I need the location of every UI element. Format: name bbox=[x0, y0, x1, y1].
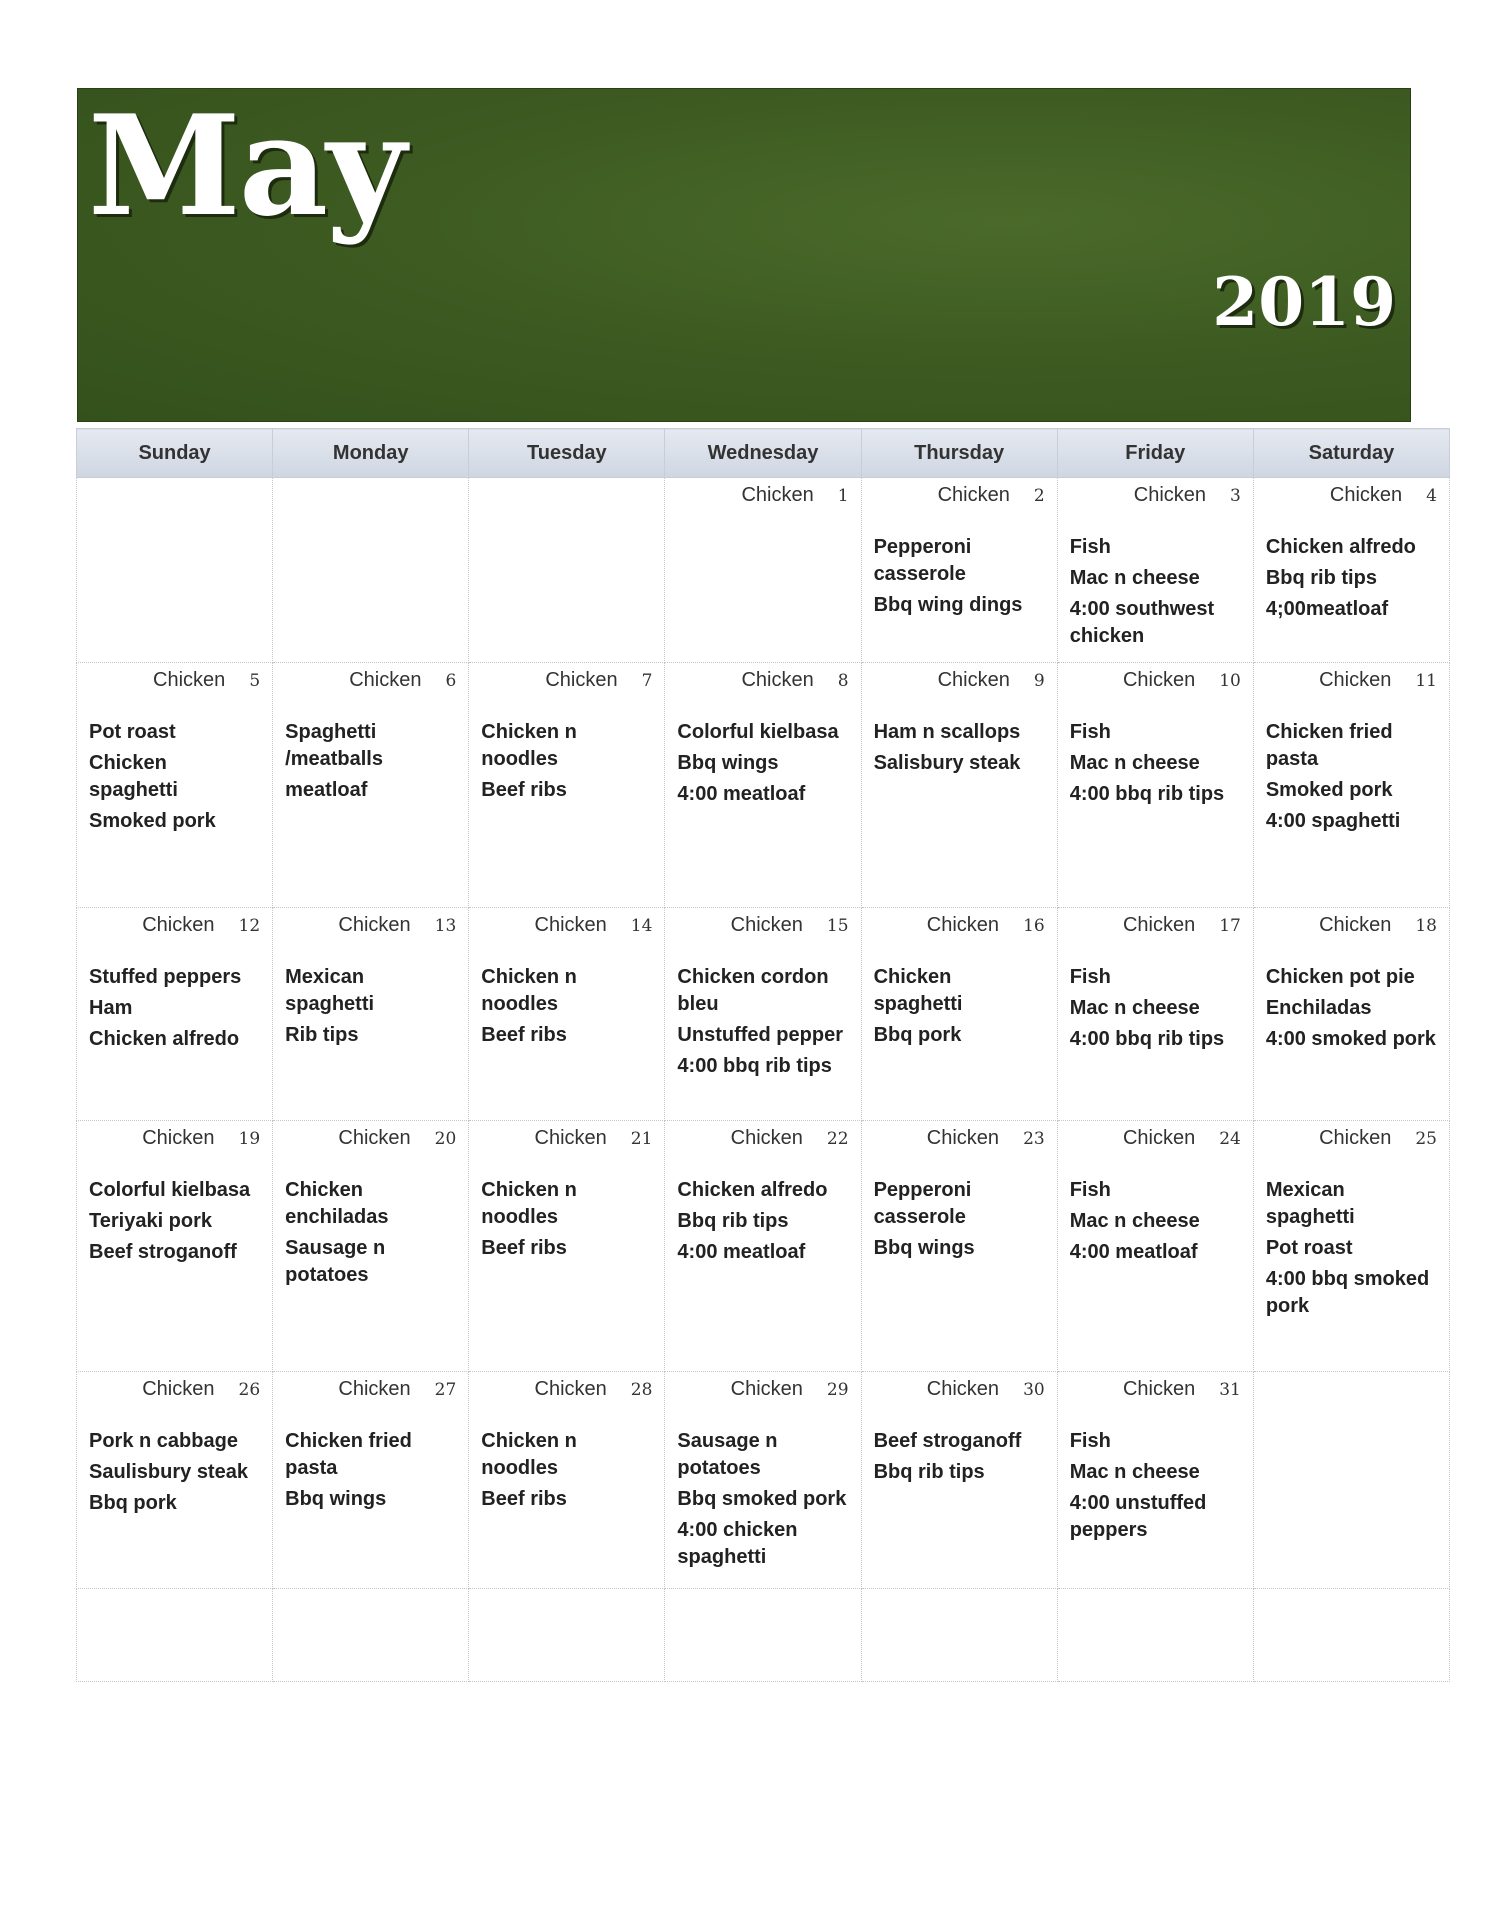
menu-list bbox=[874, 964, 1045, 1049]
menu-list bbox=[285, 964, 456, 1049]
empty-day-cell bbox=[77, 478, 273, 663]
week-row bbox=[77, 908, 1450, 1121]
day-cell bbox=[1057, 663, 1253, 908]
menu-item: Bbq wings bbox=[285, 1488, 387, 1510]
day-cell-content bbox=[469, 1121, 664, 1371]
day-header bbox=[1070, 669, 1241, 693]
day-number: 31 bbox=[1219, 1380, 1241, 1400]
menu-item: Bbq rib tips bbox=[677, 1210, 789, 1232]
weekday-tuesday: Tuesday bbox=[469, 429, 665, 478]
day-cell bbox=[273, 663, 469, 908]
day-cell bbox=[665, 908, 861, 1121]
menu-item: Beef ribs bbox=[481, 1488, 567, 1510]
day-cell bbox=[77, 663, 273, 908]
day-header bbox=[677, 669, 848, 693]
day-label: Chicken bbox=[142, 1127, 215, 1149]
day-header bbox=[677, 1378, 848, 1402]
menu-list bbox=[874, 1428, 1045, 1486]
day-number: 21 bbox=[630, 1129, 653, 1149]
weekday-friday: Friday bbox=[1057, 429, 1253, 478]
week-row bbox=[77, 663, 1450, 908]
menu-item: Smoked pork bbox=[89, 810, 216, 832]
menu-item: Bbq wing dings bbox=[873, 594, 1023, 616]
menu-item: 4:00 bbq smoked pork bbox=[1265, 1268, 1430, 1317]
menu-item: 4:00 meatloaf bbox=[677, 783, 806, 805]
menu-item: Beef ribs bbox=[481, 779, 567, 801]
day-cell-content bbox=[1254, 663, 1449, 907]
day-header bbox=[1266, 669, 1437, 693]
menu-list bbox=[1070, 1428, 1241, 1544]
day-cell-content bbox=[77, 1372, 272, 1588]
empty-day-cell bbox=[469, 1589, 665, 1682]
menu-item: Salisbury steak bbox=[873, 752, 1021, 774]
day-label: Chicken bbox=[937, 484, 1010, 506]
day-number: 1 bbox=[837, 486, 849, 506]
menu-item: Chicken enchiladas bbox=[285, 1179, 389, 1228]
day-cell-content bbox=[862, 908, 1057, 1120]
menu-item: meatloaf bbox=[285, 779, 368, 801]
menu-item: Pepperoni casserole bbox=[873, 536, 972, 585]
day-cell bbox=[77, 908, 273, 1121]
menu-item: 4:00 bbq rib tips bbox=[1069, 783, 1225, 805]
day-cell bbox=[469, 908, 665, 1121]
menu-list bbox=[874, 719, 1045, 777]
day-label: Chicken bbox=[349, 669, 422, 691]
day-header bbox=[1070, 1378, 1241, 1402]
day-cell-content bbox=[273, 908, 468, 1120]
menu-item: Saulisbury steak bbox=[89, 1461, 248, 1483]
day-cell-content bbox=[1254, 478, 1449, 662]
menu-list bbox=[874, 534, 1045, 619]
day-number: 22 bbox=[826, 1129, 849, 1149]
menu-item: Beef stroganoff bbox=[873, 1430, 1022, 1452]
day-cell-content bbox=[469, 1372, 664, 1588]
day-header bbox=[285, 1378, 456, 1402]
menu-list bbox=[1070, 719, 1241, 808]
day-header bbox=[677, 914, 848, 938]
menu-list bbox=[89, 1428, 260, 1517]
day-header bbox=[285, 669, 456, 693]
day-cell-content bbox=[665, 908, 860, 1120]
day-cell-content bbox=[469, 663, 664, 907]
menu-item: Rib tips bbox=[285, 1024, 359, 1046]
day-label: Chicken bbox=[1133, 484, 1207, 506]
menu-list bbox=[677, 719, 848, 808]
day-number: 4 bbox=[1426, 486, 1437, 506]
menu-item: Mac n cheese bbox=[1069, 752, 1200, 774]
weekday-saturday: Saturday bbox=[1253, 429, 1449, 478]
menu-item: Smoked pork bbox=[1265, 779, 1393, 801]
day-header bbox=[1070, 914, 1241, 938]
day-number: 9 bbox=[1033, 671, 1045, 691]
day-label: Chicken bbox=[1319, 914, 1392, 936]
menu-item: Chicken n noodles bbox=[481, 1430, 577, 1479]
menu-item: Chicken pot pie bbox=[1265, 966, 1415, 988]
empty-day-cell bbox=[1253, 1589, 1449, 1682]
day-cell-content bbox=[1254, 908, 1449, 1120]
day-cell bbox=[861, 908, 1057, 1121]
day-cell bbox=[1057, 908, 1253, 1121]
day-cell bbox=[469, 1372, 665, 1589]
menu-item: Pork n cabbage bbox=[89, 1430, 238, 1452]
day-cell-content bbox=[862, 1372, 1057, 1588]
day-cell bbox=[1057, 478, 1253, 663]
day-cell-content bbox=[665, 1372, 860, 1588]
day-cell-content bbox=[469, 908, 664, 1120]
menu-item: Beef stroganoff bbox=[89, 1241, 237, 1263]
menu-item: Teriyaki pork bbox=[89, 1210, 213, 1232]
day-number: 16 bbox=[1023, 916, 1045, 936]
menu-item: Mac n cheese bbox=[1069, 1461, 1200, 1483]
menu-item: Bbq pork bbox=[89, 1492, 177, 1514]
menu-list bbox=[677, 964, 848, 1080]
day-header bbox=[481, 914, 652, 938]
menu-item: Bbq smoked pork bbox=[677, 1488, 847, 1510]
day-label: Chicken bbox=[730, 914, 803, 936]
day-header bbox=[481, 1378, 652, 1402]
day-cell-content bbox=[273, 1121, 468, 1371]
day-header bbox=[874, 1127, 1045, 1151]
menu-item: Bbq rib tips bbox=[873, 1461, 985, 1483]
day-cell bbox=[665, 478, 861, 663]
day-header bbox=[874, 1378, 1045, 1402]
day-header bbox=[285, 1127, 456, 1151]
menu-item: Beef ribs bbox=[481, 1237, 567, 1259]
day-number: 10 bbox=[1219, 671, 1241, 691]
day-header bbox=[1266, 914, 1437, 938]
menu-list bbox=[481, 964, 652, 1049]
day-number: 14 bbox=[630, 916, 653, 936]
menu-item: Fish bbox=[1069, 721, 1111, 743]
menu-item: Mexican spaghetti bbox=[285, 966, 375, 1015]
day-label: Chicken bbox=[534, 1378, 607, 1400]
menu-list bbox=[1266, 719, 1437, 835]
day-cell bbox=[861, 478, 1057, 663]
day-number: 15 bbox=[826, 916, 849, 936]
menu-list bbox=[1266, 534, 1437, 623]
menu-item: Colorful kielbasa bbox=[677, 721, 839, 743]
menu-item: Pot roast bbox=[89, 721, 176, 743]
day-cell bbox=[861, 1121, 1057, 1372]
menu-item: Pot roast bbox=[1265, 1237, 1353, 1259]
menu-item: Chicken n noodles bbox=[481, 1179, 577, 1228]
day-cell-content bbox=[77, 1121, 272, 1371]
day-number: 6 bbox=[445, 671, 457, 691]
year-title: 2019 bbox=[1212, 263, 1396, 341]
day-cell bbox=[469, 1121, 665, 1372]
menu-item: Chicken alfredo bbox=[89, 1028, 240, 1050]
day-cell bbox=[1253, 908, 1449, 1121]
menu-item: Chicken n noodles bbox=[481, 966, 577, 1015]
day-header bbox=[89, 914, 260, 938]
day-cell-content bbox=[1058, 478, 1253, 662]
menu-item: Chicken spaghetti bbox=[873, 966, 963, 1015]
day-cell-content bbox=[1058, 1121, 1253, 1371]
day-label: Chicken bbox=[1122, 1127, 1196, 1149]
menu-item: Ham n scallops bbox=[873, 721, 1021, 743]
menu-list bbox=[89, 964, 260, 1053]
day-label: Chicken bbox=[926, 914, 1000, 936]
day-cell bbox=[469, 663, 665, 908]
day-cell-content bbox=[862, 1121, 1057, 1371]
week-row bbox=[77, 1372, 1450, 1589]
weekday-sunday: Sunday bbox=[77, 429, 273, 478]
day-label: Chicken bbox=[1122, 914, 1196, 936]
day-label: Chicken bbox=[534, 1127, 607, 1149]
day-header bbox=[1266, 484, 1437, 508]
week-row bbox=[77, 1121, 1450, 1372]
day-header bbox=[285, 914, 456, 938]
week-row bbox=[77, 478, 1450, 663]
menu-item: 4:00 meatloaf bbox=[1069, 1241, 1198, 1263]
menu-item: Enchiladas bbox=[1265, 997, 1372, 1019]
day-cell bbox=[665, 1372, 861, 1589]
menu-item: Chicken n noodles bbox=[481, 721, 577, 770]
day-number: 2 bbox=[1033, 486, 1045, 506]
day-cell-content bbox=[862, 478, 1057, 662]
day-number: 26 bbox=[238, 1380, 261, 1400]
day-cell-content bbox=[1058, 663, 1253, 907]
day-label: Chicken bbox=[142, 1378, 215, 1400]
menu-item: Bbq wings bbox=[677, 752, 779, 774]
empty-day-cell bbox=[273, 1589, 469, 1682]
menu-item: Fish bbox=[1069, 536, 1111, 558]
day-cell-content bbox=[665, 663, 860, 907]
day-cell bbox=[273, 908, 469, 1121]
day-number: 11 bbox=[1415, 671, 1437, 691]
menu-item: Colorful kielbasa bbox=[89, 1179, 251, 1201]
day-label: Chicken bbox=[1122, 669, 1196, 691]
month-banner bbox=[77, 84, 1411, 422]
day-label: Chicken bbox=[142, 914, 215, 936]
menu-list bbox=[1070, 964, 1241, 1053]
menu-item: 4:00 bbq rib tips bbox=[1069, 1028, 1225, 1050]
day-cell-content bbox=[273, 663, 468, 907]
day-label: Chicken bbox=[338, 914, 411, 936]
menu-item: Beef ribs bbox=[481, 1024, 567, 1046]
day-cell bbox=[1253, 1121, 1449, 1372]
menu-item: 4:00 bbq rib tips bbox=[677, 1055, 832, 1077]
empty-day-cell bbox=[1057, 1589, 1253, 1682]
menu-item: Chicken fried pasta bbox=[1265, 721, 1393, 770]
day-number: 24 bbox=[1219, 1129, 1241, 1149]
day-cell-content bbox=[665, 478, 860, 662]
empty-day-cell bbox=[273, 478, 469, 663]
day-cell-content bbox=[1058, 1372, 1253, 1588]
menu-item: Pepperoni casserole bbox=[873, 1179, 972, 1228]
menu-list bbox=[285, 1428, 456, 1513]
day-number: 12 bbox=[238, 916, 261, 936]
day-header bbox=[89, 1127, 260, 1151]
empty-day-cell bbox=[1253, 1372, 1449, 1589]
day-label: Chicken bbox=[741, 669, 814, 691]
day-cell bbox=[665, 663, 861, 908]
day-cell-content bbox=[1254, 1121, 1449, 1371]
day-number: 23 bbox=[1023, 1129, 1045, 1149]
week-row bbox=[77, 1589, 1450, 1682]
day-number: 28 bbox=[630, 1380, 653, 1400]
menu-list bbox=[481, 1428, 652, 1513]
day-label: Chicken bbox=[730, 1378, 803, 1400]
day-header bbox=[874, 914, 1045, 938]
menu-list bbox=[89, 719, 260, 835]
day-number: 13 bbox=[434, 916, 457, 936]
day-label: Chicken bbox=[730, 1127, 803, 1149]
day-label: Chicken bbox=[338, 1378, 411, 1400]
day-header bbox=[1070, 484, 1241, 508]
day-number: 30 bbox=[1023, 1380, 1045, 1400]
day-cell bbox=[1253, 663, 1449, 908]
day-cell-content bbox=[665, 1121, 860, 1371]
day-header bbox=[481, 669, 652, 693]
day-cell-content bbox=[1058, 908, 1253, 1120]
day-cell bbox=[1057, 1121, 1253, 1372]
menu-item: Chicken fried pasta bbox=[285, 1430, 412, 1479]
weekday-thursday: Thursday bbox=[861, 429, 1057, 478]
day-header bbox=[89, 1378, 260, 1402]
day-number: 27 bbox=[434, 1380, 457, 1400]
day-cell bbox=[861, 663, 1057, 908]
menu-item: Mac n cheese bbox=[1069, 567, 1200, 589]
day-number: 5 bbox=[249, 671, 261, 691]
menu-item: 4:00 spaghetti bbox=[1265, 810, 1401, 832]
menu-list bbox=[1070, 534, 1241, 650]
menu-list bbox=[285, 1177, 456, 1289]
menu-list bbox=[285, 719, 456, 804]
menu-item: Mac n cheese bbox=[1069, 1210, 1200, 1232]
menu-item: 4:00 meatloaf bbox=[677, 1241, 806, 1263]
day-label: Chicken bbox=[338, 1127, 411, 1149]
day-cell bbox=[1253, 478, 1449, 663]
day-label: Chicken bbox=[937, 669, 1010, 691]
day-cell-content bbox=[273, 1372, 468, 1588]
menu-item: Fish bbox=[1069, 1430, 1111, 1452]
menu-list bbox=[481, 719, 652, 804]
day-label: Chicken bbox=[741, 484, 814, 506]
menu-item: 4:00 southwest chicken bbox=[1069, 598, 1215, 647]
menu-list bbox=[1266, 1177, 1437, 1320]
day-number: 29 bbox=[826, 1380, 849, 1400]
day-number: 20 bbox=[434, 1129, 457, 1149]
day-label: Chicken bbox=[1319, 1127, 1392, 1149]
weekday-monday: Monday bbox=[273, 429, 469, 478]
menu-item: Sausage n potatoes bbox=[285, 1237, 386, 1286]
day-label: Chicken bbox=[1122, 1378, 1196, 1400]
day-label: Chicken bbox=[534, 914, 607, 936]
menu-item: Spaghetti /meatballs bbox=[285, 721, 383, 770]
menu-item: Bbq rib tips bbox=[1265, 567, 1377, 589]
menu-list bbox=[677, 1177, 848, 1266]
day-cell bbox=[1057, 1372, 1253, 1589]
empty-day-cell bbox=[861, 1589, 1057, 1682]
menu-list bbox=[677, 1428, 848, 1571]
menu-item: Chicken spaghetti bbox=[89, 752, 178, 801]
menu-item: 4:00 smoked pork bbox=[1265, 1028, 1436, 1050]
day-number: 17 bbox=[1219, 916, 1241, 936]
empty-day-cell bbox=[665, 1589, 861, 1682]
weekday-header-row bbox=[77, 429, 1450, 478]
menu-item: Bbq wings bbox=[873, 1237, 975, 1259]
menu-list bbox=[874, 1177, 1045, 1262]
day-cell bbox=[273, 1372, 469, 1589]
day-label: Chicken bbox=[153, 669, 226, 691]
day-number: 7 bbox=[641, 671, 653, 691]
day-number: 19 bbox=[238, 1129, 261, 1149]
menu-item: Chicken alfredo bbox=[677, 1179, 828, 1201]
menu-item: Mexican spaghetti bbox=[1265, 1179, 1355, 1228]
menu-item: Unstuffed pepper bbox=[677, 1024, 843, 1046]
day-cell bbox=[77, 1121, 273, 1372]
day-header bbox=[1070, 1127, 1241, 1151]
day-label: Chicken bbox=[926, 1127, 1000, 1149]
menu-item: Fish bbox=[1069, 966, 1111, 988]
menu-item: Fish bbox=[1069, 1179, 1111, 1201]
menu-item: Bbq pork bbox=[873, 1024, 962, 1046]
menu-item: Mac n cheese bbox=[1069, 997, 1200, 1019]
menu-list bbox=[89, 1177, 260, 1266]
day-cell bbox=[861, 1372, 1057, 1589]
day-label: Chicken bbox=[1329, 484, 1403, 506]
menu-list bbox=[1070, 1177, 1241, 1266]
menu-item: Sausage n potatoes bbox=[677, 1430, 778, 1479]
day-header bbox=[874, 669, 1045, 693]
calendar-grid bbox=[76, 428, 1450, 1682]
day-number: 25 bbox=[1415, 1129, 1437, 1149]
day-number: 8 bbox=[837, 671, 849, 691]
day-header bbox=[89, 669, 260, 693]
menu-item: 4:00 chicken spaghetti bbox=[677, 1519, 798, 1568]
empty-day-cell bbox=[77, 1589, 273, 1682]
weekday-wednesday: Wednesday bbox=[665, 429, 861, 478]
menu-item: Chicken cordon bleu bbox=[677, 966, 829, 1015]
menu-item: 4:00 unstuffed peppers bbox=[1069, 1492, 1207, 1541]
day-header bbox=[874, 484, 1045, 508]
menu-item: Ham bbox=[89, 997, 133, 1019]
day-cell-content bbox=[77, 908, 272, 1120]
month-title: May bbox=[88, 84, 405, 247]
day-label: Chicken bbox=[545, 669, 618, 691]
day-header bbox=[481, 1127, 652, 1151]
day-cell-content bbox=[862, 663, 1057, 907]
menu-item: Chicken alfredo bbox=[1265, 536, 1416, 558]
day-header bbox=[1266, 1127, 1437, 1151]
day-label: Chicken bbox=[926, 1378, 1000, 1400]
menu-list bbox=[1266, 964, 1437, 1053]
day-number: 18 bbox=[1415, 916, 1437, 936]
menu-item: Stuffed peppers bbox=[89, 966, 242, 988]
day-cell bbox=[77, 1372, 273, 1589]
day-cell bbox=[665, 1121, 861, 1372]
menu-list bbox=[481, 1177, 652, 1262]
day-cell-content bbox=[77, 663, 272, 907]
day-number: 3 bbox=[1230, 486, 1241, 506]
empty-day-cell bbox=[469, 478, 665, 663]
day-label: Chicken bbox=[1319, 669, 1392, 691]
day-header bbox=[677, 484, 848, 508]
day-cell bbox=[273, 1121, 469, 1372]
day-header bbox=[677, 1127, 848, 1151]
menu-item: 4;00meatloaf bbox=[1265, 598, 1389, 620]
